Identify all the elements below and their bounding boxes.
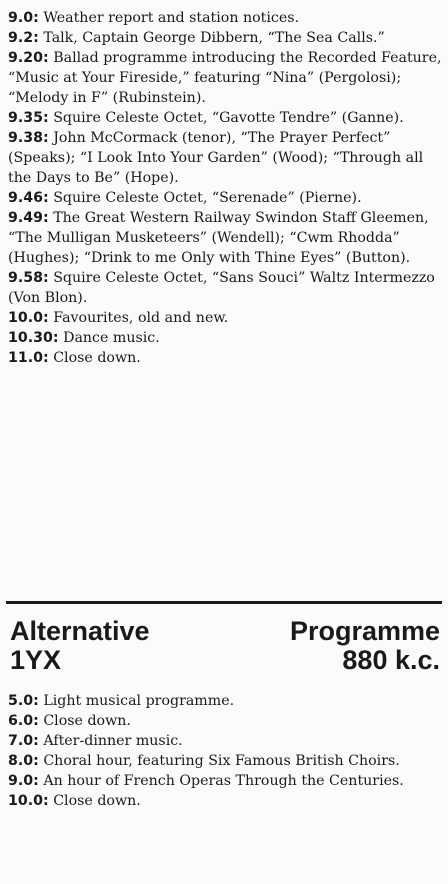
entry-text: Close down. [43, 713, 131, 729]
listing-entry [8, 48, 442, 108]
alternative-programme-listing [8, 691, 442, 811]
station-callsign: 1YX [10, 645, 62, 675]
listing-entry [8, 751, 442, 771]
entry-time: 9.0: [8, 10, 39, 26]
entry-text: Favourites, old and new. [53, 310, 229, 326]
listing-entry [8, 691, 442, 711]
station-frequency: 880 k.c. [342, 645, 440, 675]
alternative-programme-heading [10, 617, 440, 675]
entry-time: 9.35: [8, 110, 49, 126]
entry-text: Light musical programme. [43, 693, 235, 709]
heading-alternative: Alternative [10, 616, 150, 646]
entry-text: Weather report and station notices. [43, 10, 300, 26]
entry-time: 9.0: [8, 773, 39, 789]
entry-time: 9.38: [8, 130, 49, 146]
entry-time: 9.58: [8, 270, 49, 286]
listing-entry [8, 128, 442, 188]
entry-time: 11.0: [8, 350, 49, 366]
section-divider [6, 601, 442, 604]
heading-row-1 [10, 617, 440, 646]
entry-text: After-dinner music. [43, 733, 183, 749]
heading-programme: Programme [289, 616, 440, 646]
listing-entry [8, 188, 442, 208]
entry-text: Squire Celeste Octet, “Gavotte Tendre” (Ganne). [53, 110, 404, 126]
entry-text: Talk, Captain George Dibbern, “The Sea Calls.” [43, 30, 385, 46]
entry-text: Close down. [53, 793, 141, 809]
listing-entry [8, 208, 442, 268]
entry-time: 9.49: [8, 210, 49, 226]
entry-time: 7.0: [8, 733, 39, 749]
entry-time: 6.0: [8, 713, 39, 729]
listing-entry [8, 771, 442, 791]
entry-text: Dance music. [63, 330, 160, 346]
listing-entry [8, 28, 442, 48]
entry-time: 9.2: [8, 30, 39, 46]
entry-time: 10.30: [8, 330, 59, 346]
main-programme-listing [8, 8, 442, 368]
entry-text: Ballad programme introducing the Recorded Feature, “Music at Your Fireside,” featuring “Nina” (Pergolosi); “Melody in F” (Rubinstein). [8, 50, 442, 106]
listing-entry [8, 348, 442, 368]
listing-entry [8, 8, 442, 28]
entry-text: Choral hour, featuring Six Famous British Choirs. [43, 753, 400, 769]
entry-time: 10.0: [8, 310, 49, 326]
listing-entry [8, 308, 442, 328]
entry-time: 10.0: [8, 793, 49, 809]
entry-text: Squire Celeste Octet, “Sans Souci” Waltz Intermezzo (Von Blon). [8, 270, 435, 306]
listing-entry [8, 328, 442, 348]
listing-entry [8, 268, 442, 308]
listing-entry [8, 711, 442, 731]
entry-text: John McCormack (tenor), “The Prayer Perfect” (Speaks); “I Look Into Your Garden” (Wood); “Through all the Days to Be” (Hope). [8, 130, 424, 186]
listing-entry [8, 108, 442, 128]
heading-row-2 [10, 646, 440, 675]
entry-time: 9.46: [8, 190, 49, 206]
entry-text: An hour of French Operas Through the Centuries. [43, 773, 404, 789]
entry-text: Close down. [53, 350, 141, 366]
listing-entry [8, 731, 442, 751]
entry-text: The Great Western Railway Swindon Staff Gleemen, “The Mulligan Musketeers” (Wendell); “Cwm Rhodda” (Hughes); “Drink to me Only with Thine Eyes” (Button). [8, 210, 429, 266]
entry-text: Squire Celeste Octet, “Serenade” (Pierne). [53, 190, 362, 206]
entry-time: 9.20: [8, 50, 49, 66]
entry-time: 5.0: [8, 693, 39, 709]
entry-time: 8.0: [8, 753, 39, 769]
listing-entry [8, 791, 442, 811]
